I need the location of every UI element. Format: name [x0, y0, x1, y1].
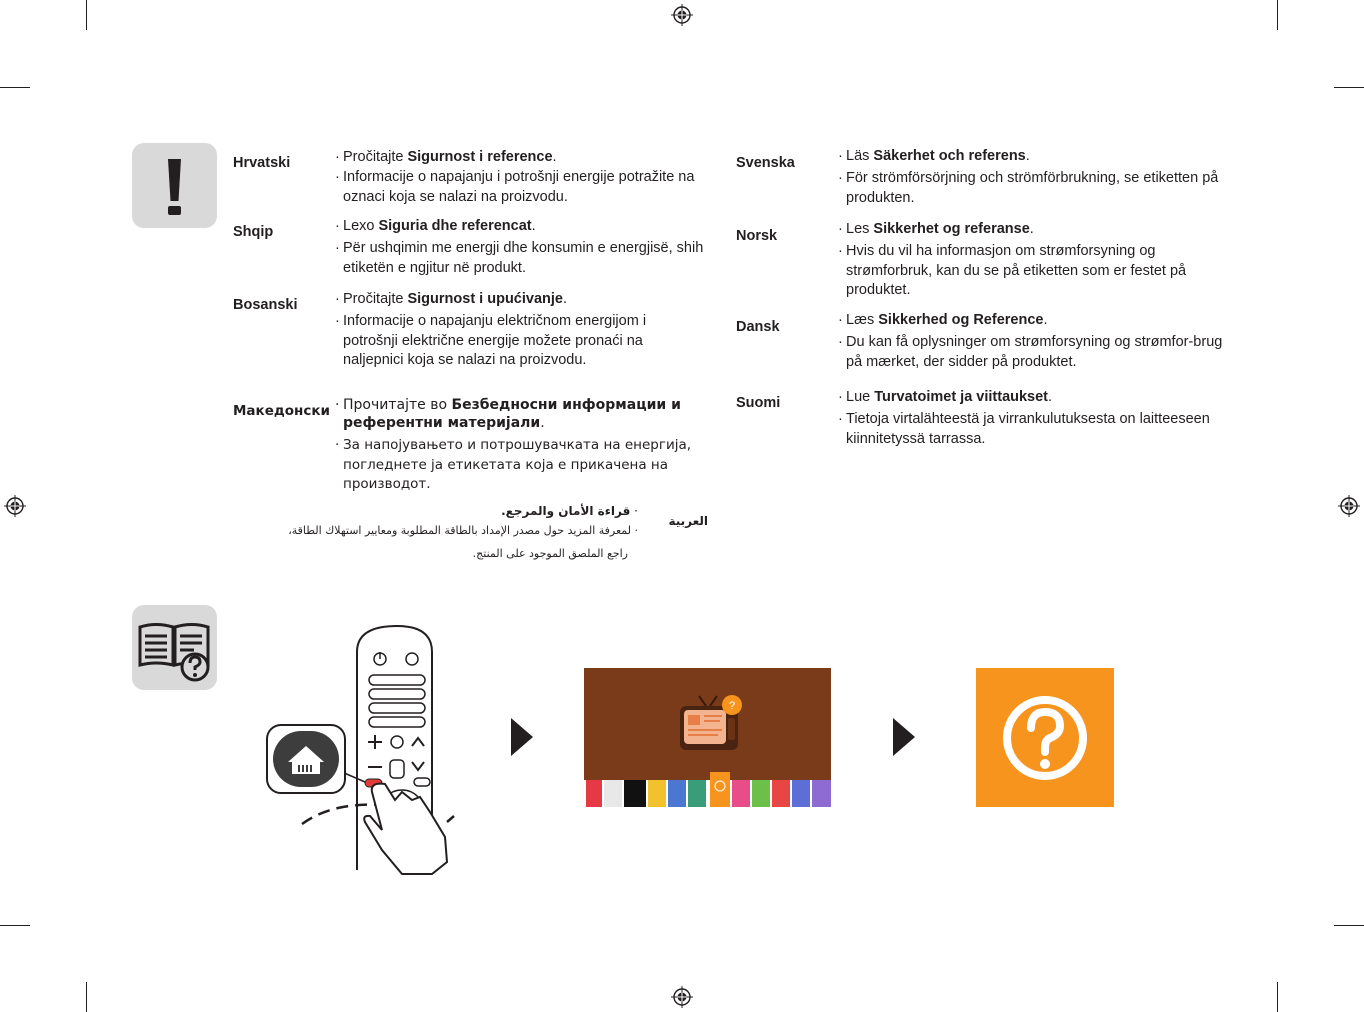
registration-mark-icon: [671, 4, 693, 26]
sq-item-1: · Lexo Siguria dhe referencat.: [335, 218, 536, 234]
crop-mark: [1334, 87, 1364, 88]
crop-mark: [1334, 925, 1364, 926]
no-item-1: · Les Sikkerhet og referanse.: [838, 221, 1034, 237]
hr-item-2: · Informacije o napajanju i potrošnji energije potražite na oznaci koja se nalazi na proizvodu.: [335, 169, 695, 205]
svg-text:?: ?: [728, 700, 736, 712]
registration-mark-icon: [1338, 495, 1360, 517]
da-item-1: · Læs Sikkerhed og Reference.: [838, 312, 1048, 328]
crop-mark: [86, 0, 87, 30]
arabic-line-1: · قراءة الأمان والمرجع.: [501, 504, 638, 518]
registration-mark-icon: [4, 495, 26, 517]
sv-item-1: · Läs Säkerhet och referens.: [838, 148, 1030, 164]
remote-icon: [262, 622, 462, 880]
arabic-line-2: · لمعرفة المزيد حول مصدر الإمداد بالطاقة المطلوبة ومعايير استهلاك الطاقة،: [288, 524, 638, 537]
fi-item-2: · Tietoja virtalähteestä ja virrankulutuksesta on laitteeseen kiinnitetyssä tarrassa.: [838, 411, 1210, 447]
bs-item-2: · Informacije o napajanju električnom energijom i potrošnji električne energije možete pronaći na naljepnici koja se nalazi na proizvodu.: [335, 313, 647, 368]
manual-help-icon: [132, 605, 217, 690]
exclamation-icon: [132, 143, 217, 228]
crop-mark: [0, 925, 30, 926]
lang-makedonski: Македонски: [233, 403, 330, 419]
sv-item-2: · För strömförsörjning och strömförbrukning, se etiketten på produkten.: [838, 170, 1219, 206]
help-icon: [976, 668, 1114, 807]
tv-home-screen: [584, 668, 831, 807]
crop-mark: [86, 982, 87, 1012]
mk-item-1: · Прочитајте во Безбедносни информации и референтни материјали.: [335, 397, 681, 431]
lang-norsk: Norsk: [736, 228, 778, 244]
lang-bosanski: Bosanski: [233, 297, 298, 313]
fi-item-1: · Lue Turvatoimet ja viittaukset.: [838, 389, 1053, 405]
warning-box: [132, 143, 217, 228]
da-item-2: · Du kan få oplysninger om strømforsyning og strømfor-brug på mærket, der sidder på produktet.: [838, 334, 1223, 370]
arrow-right-icon: [893, 718, 915, 756]
crop-mark: [1277, 0, 1278, 30]
crop-mark: [0, 87, 30, 88]
arabic-line-3: راجع الملصق الموجود على المنتج.: [472, 547, 628, 560]
lang-dansk: Dansk: [736, 319, 780, 335]
crop-mark: [1277, 982, 1278, 1012]
hr-item-1: · Pročitajte Sigurnost i reference.: [335, 149, 557, 165]
manual-box: [132, 605, 217, 690]
lang-svenska: Svenska: [736, 155, 795, 171]
lang-arabic: العربية: [668, 514, 708, 528]
mk-item-2: · За напојувањето и потрошувачката на енергија, погледнете ја етикетата која е прикачена на производот.: [335, 437, 692, 492]
lang-suomi: Suomi: [736, 395, 781, 411]
sq-item-2: · Për ushqimin me energji dhe konsumin e energjisë, shih etiketën e ngjitur në produkt.: [335, 240, 704, 276]
arrow-right-icon: [511, 718, 533, 756]
bs-item-1: · Pročitajte Sigurnost i upućivanje.: [335, 291, 568, 307]
no-item-2: · Hvis du vil ha informasjon om strømforsyning og strømforbruk, kan du se på etiketten som er festet på produktet.: [838, 243, 1187, 298]
lang-shqip: Shqip: [233, 224, 274, 240]
lang-hrvatski: Hrvatski: [233, 155, 291, 171]
registration-mark-icon: [671, 986, 693, 1008]
